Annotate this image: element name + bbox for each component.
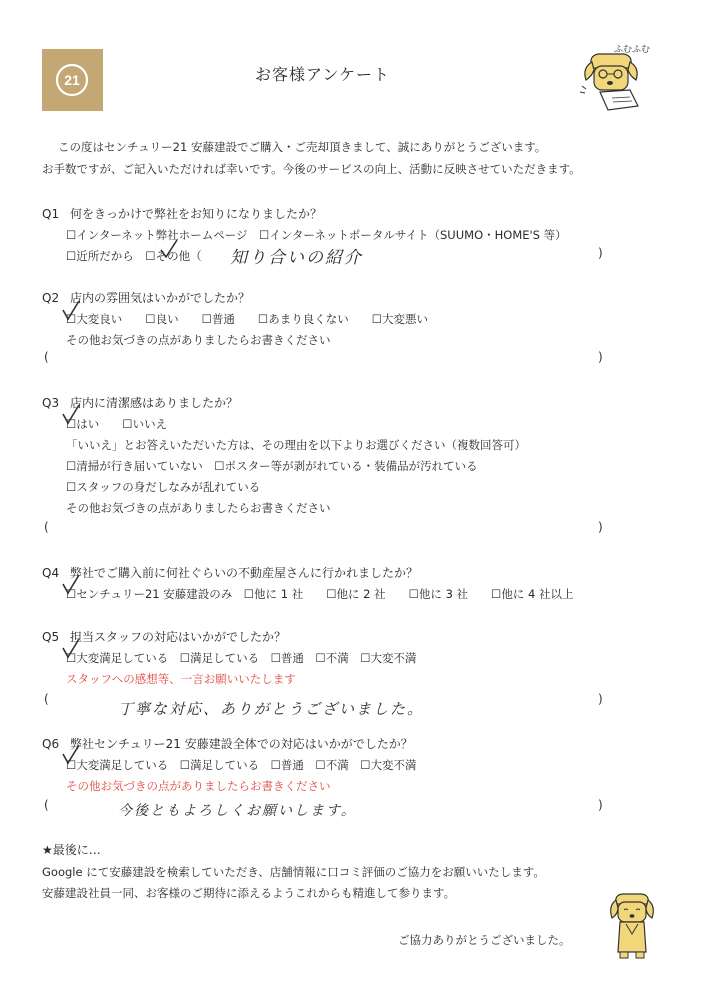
century21-logo <box>42 49 103 111</box>
closing-line-1: Google にて安藤建設を検索していただき、店舗情報に口コミ評価のご協力をお願いいたします。 <box>42 865 545 879</box>
q5-check-mark-icon <box>60 638 82 660</box>
q6-handwritten-answer: 今後ともよろしくお願いします。 <box>118 803 357 819</box>
q2-options[interactable]: ☐大変良い ☐良い ☐普通 ☐あまり良くない ☐大変悪い <box>66 312 429 326</box>
dog-caption: ふむふむ <box>614 45 651 55</box>
q6-label: Q6 <box>42 737 60 751</box>
q3-sub-instruction: 「いいえ」とお答えいただいた方は、その理由を以下よりお選びください（複数回答可） <box>66 438 526 452</box>
q5-paren-open: ( <box>44 692 49 706</box>
logo-text: 21 <box>64 72 80 88</box>
q5-options[interactable]: ☐大変満足している ☐満足している ☐普通 ☐不満 ☐大変不満 <box>66 651 417 665</box>
q2-note: その他お気づきの点がありましたらお書きください <box>66 333 331 347</box>
q6-paren-open: ( <box>44 798 49 812</box>
q5-paren-close: ) <box>598 692 603 706</box>
q4-question: 弊社でご購入前に何社ぐらいの不動産屋さんに行かれましたか？ <box>70 566 419 580</box>
q1-paren-close: ) <box>598 246 603 260</box>
q2-paren-close: ) <box>598 350 603 364</box>
dog-bowing-icon <box>606 890 658 962</box>
q6-check-mark-icon <box>60 744 82 766</box>
q4-check-mark-icon <box>60 574 82 596</box>
q2-check-mark-icon <box>60 300 82 322</box>
q4-label: Q4 <box>42 566 60 580</box>
q3-note: その他お気づきの点がありましたらお書きください <box>66 501 331 515</box>
q6-options[interactable]: ☐大変満足している ☐満足している ☐普通 ☐不満 ☐大変不満 <box>66 758 417 772</box>
q5-handwritten-answer: 丁寧な対応、ありがとうございました。 <box>118 700 425 718</box>
q1-question: 何をきっかけで弊社をお知りになりましたか？ <box>70 207 323 221</box>
closing-heading: ★最後に… <box>42 843 101 857</box>
q4-options[interactable]: ☐センチュリー21 安藤建設のみ ☐他に 1 社 ☐他に 2 社 ☐他に 3 社 ☐他に 4 社以上 <box>66 587 574 601</box>
q3-options[interactable]: ☐はい ☐いいえ <box>66 417 168 431</box>
q1-options-row2[interactable]: ☐近所だから ☐その他（ <box>66 249 202 263</box>
q3-reason-row2[interactable]: ☐スタッフの身だしなみが乱れている <box>66 480 261 494</box>
q3-paren-close: ) <box>598 520 603 534</box>
q3-label: Q3 <box>42 396 60 410</box>
intro-line-2: お手数ですが、ご記入いただければ幸いです。今後のサービスの向上、活動に反映させていただきます。 <box>42 162 581 176</box>
closing-line-2: 安藤建設社員一同、お客様のご期待に添えるようこれからも精進して参ります。 <box>42 886 456 900</box>
q6-note: その他お気づきの点がありましたらお書きください <box>66 779 331 793</box>
q3-reason-row1[interactable]: ☐清掃が行き届いていない ☐ポスター等が剥がれている・装備品が汚れている <box>66 459 478 473</box>
q1-options-row1[interactable]: ☐インターネット弊社ホームページ ☐インターネットポータルサイト（SUUMO・HOME'S 等） <box>66 228 567 242</box>
page-title: お客様アンケート <box>255 65 391 84</box>
dog-reading-illustration <box>578 42 658 114</box>
q2-question: 店内の雰囲気はいかがでしたか？ <box>70 291 251 305</box>
q6-paren-close: ) <box>598 798 603 812</box>
closing-thanks: ご協力ありがとうございました。 <box>398 933 571 947</box>
q2-label: Q2 <box>42 291 60 305</box>
logo-mark-icon <box>42 49 103 111</box>
q5-question: 担当スタッフの対応はいかがでしたか？ <box>70 630 287 644</box>
q2-paren-open: ( <box>44 350 49 364</box>
intro-line-1: この度はセンチュリー21 安藤建設でご購入・ご売却頂きまして、誠にありがとうございます。 <box>58 140 547 154</box>
q1-check-mark-icon <box>158 238 180 260</box>
q6-question: 弊社センチュリー21 安藤建設全体での対応はいかがでしたか？ <box>70 737 413 751</box>
q3-check-mark-icon <box>60 404 82 426</box>
q5-note: スタッフへの感想等、一言お願いいたします <box>66 672 296 686</box>
q5-label: Q5 <box>42 630 60 644</box>
q1-handwritten-answer: 知り合いの紹介 <box>230 248 363 268</box>
q1-label: Q1 <box>42 207 60 221</box>
q3-question: 店内に清潔感はありましたか？ <box>70 396 239 410</box>
q3-paren-open: ( <box>44 520 49 534</box>
